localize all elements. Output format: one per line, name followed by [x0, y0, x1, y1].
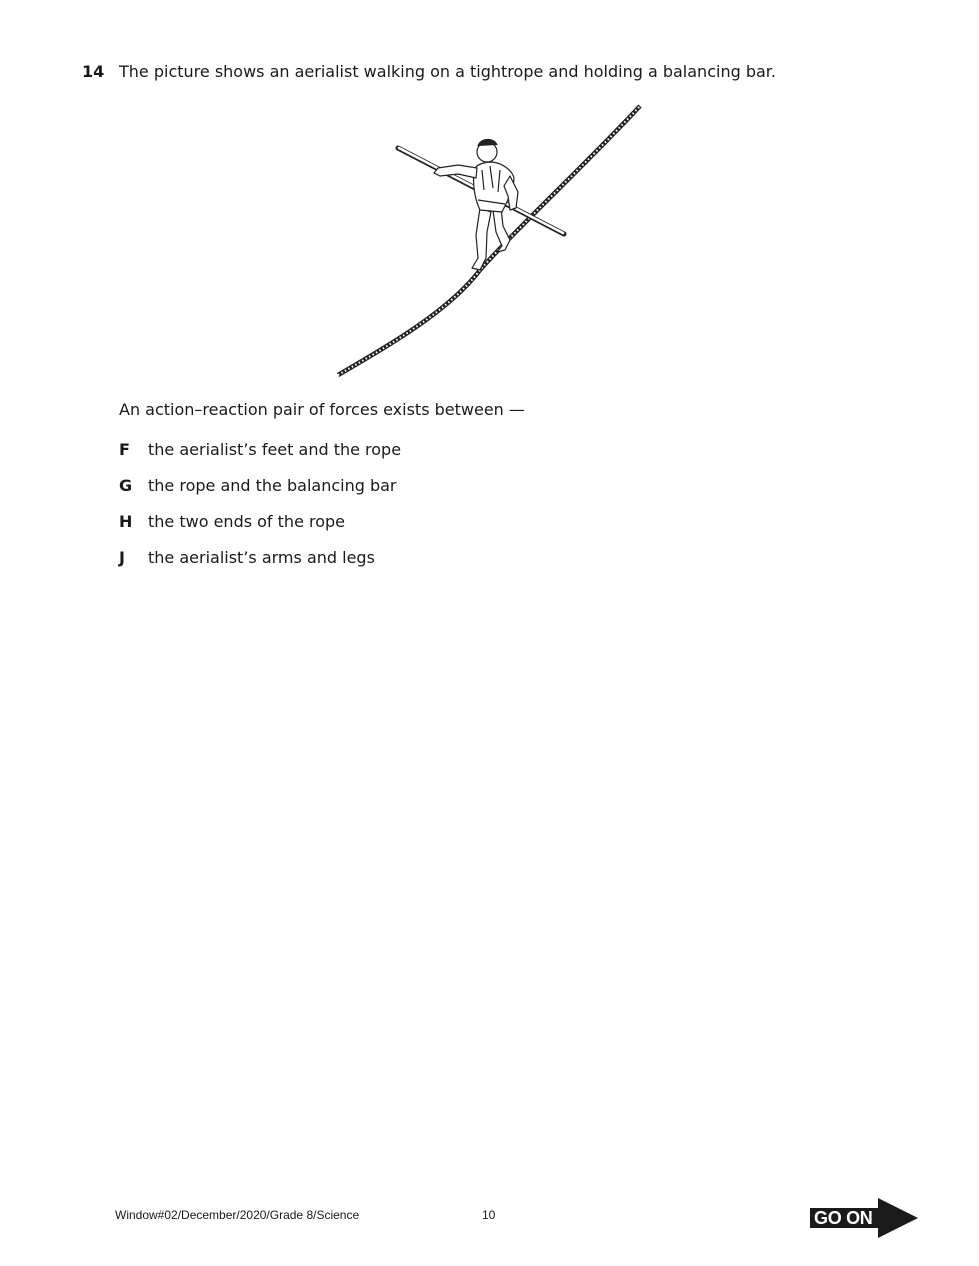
tightrope-walker-icon — [330, 100, 650, 380]
question-prompt: An action–reaction pair of forces exists between — — [119, 400, 525, 419]
go-on-arrow — [810, 1198, 920, 1238]
question-stem: The picture shows an aerialist walking on a tightrope and holding a balancing bar. — [119, 62, 776, 81]
choice-letter: G — [119, 476, 133, 495]
choice-text: the rope and the balancing bar — [148, 476, 397, 495]
choice-text: the aerialist’s feet and the rope — [148, 440, 402, 459]
choice-letter: H — [119, 512, 133, 531]
choice-text: the two ends of the rope — [148, 512, 346, 531]
go-on-label: GO ON — [814, 1208, 873, 1228]
footer-page-number: 10 — [482, 1208, 496, 1222]
choice-text: the aerialist’s arms and legs — [148, 548, 375, 567]
answer-choice-h[interactable] — [119, 512, 345, 531]
question-number: 14 — [82, 62, 105, 81]
choice-letter: F — [119, 440, 130, 459]
answer-choice-j[interactable] — [119, 548, 375, 567]
answer-choice-g[interactable] — [119, 476, 397, 495]
choice-letter: J — [119, 548, 125, 567]
footer-form-id: Window#02/December/2020/Grade 8/Science — [115, 1208, 360, 1222]
answer-choice-f[interactable] — [119, 440, 401, 459]
aerialist-figure — [434, 139, 518, 270]
